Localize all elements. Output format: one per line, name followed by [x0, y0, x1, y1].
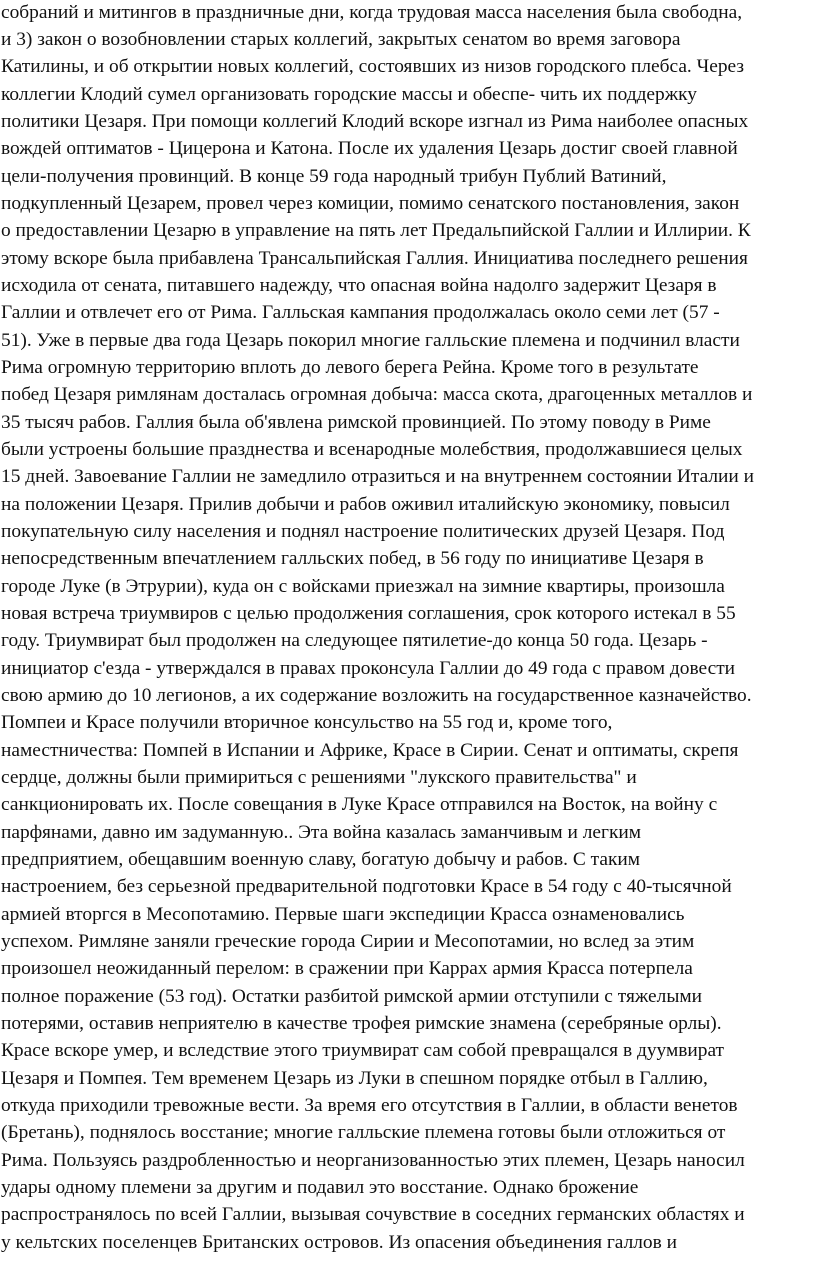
- text-line: исходила от сената, питавшего надежду, что опасная война надолго задержит Цезаря в: [1, 275, 717, 296]
- text-line: о предоставлении Цезарю в управление на пять лет Предальпийской Галлии и Иллирии. К: [1, 220, 751, 241]
- text-line: парфянами, давно им задуманную.. Эта война казалась заманчивым и легким: [1, 822, 642, 843]
- text-line: 15 дней. Завоевание Галлии не замедлило отразиться и на внутреннем состоянии Италии и: [1, 466, 755, 487]
- text-line: коллегии Клодий сумел организовать городские массы и обеспе- чить их поддержку: [1, 84, 697, 105]
- text-line: Красе вскоре умер, и вследствие этого триумвират сам собой превращался в дуумвират: [1, 1040, 725, 1061]
- text-line: санкционировать их. После совещания в Луке Красе отправился на Восток, на войну с: [1, 794, 718, 815]
- text-line: новая встреча триумвиров с целью продолжения соглашения, срок которого истекал в 55: [1, 603, 736, 624]
- text-line: собраний и митингов в праздничные дни, когда трудовая масса населения была свободна,: [1, 2, 743, 23]
- text-line: армией вторгся в Месопотамию. Первые шаги экспедиции Красса ознаменовались: [1, 904, 685, 925]
- text-line: Галлии и отвлечет его от Рима. Галльская кампания продолжалась около семи лет (57 -: [1, 302, 720, 323]
- text-line: Катилины, и об открытии новых коллегий, состоявших из низов городского плебса. Через: [1, 56, 745, 77]
- text-line: и 3) закон о возобновлении старых коллегий, закрытых сенатом во время заговора: [1, 29, 681, 50]
- text-line: политики Цезаря. При помощи коллегий Клодий вскоре изгнал из Рима наиболее опасных: [1, 111, 749, 132]
- text-line: успехом. Римляне заняли греческие города Сирии и Месопотамии, но вслед за этим: [1, 931, 695, 952]
- text-line: Рима огромную территорию вплоть до левого берега Рейна. Кроме того в результате: [1, 357, 699, 378]
- text-line: у кельтских поселенцев Британских островов. Из опасения объединения галлов и: [1, 1232, 678, 1253]
- text-line: цели-получения провинций. В конце 59 года народный трибун Публий Ватиний,: [1, 166, 667, 187]
- text-line: удары одному племени за другим и подавил это восстание. Однако брожение: [1, 1177, 639, 1198]
- text-line: 35 тысяч рабов. Галлия была об'явлена римской провинцией. По этому поводу в Риме: [1, 412, 711, 433]
- text-line: свою армию до 10 легионов, а их содержание возложить на государственное казначейство.: [1, 685, 752, 706]
- text-line: непосредственным впечатлением галльских побед, в 56 году по инициативе Цезаря в: [1, 548, 704, 569]
- text-line: настроением, без серьезной предварительной подготовки Красе в 54 году с 40-тысячной: [1, 876, 732, 897]
- text-line: Рима. Пользуясь раздробленностью и неорганизованностью этих племен, Цезарь наносил: [1, 1150, 745, 1171]
- text-line: предприятием, обещавшим военную славу, богатую добычу и рабов. С таким: [1, 849, 641, 870]
- text-line: были устроены большие празднества и всенародные молебствия, продолжавшиеся целых: [1, 439, 743, 460]
- text-line: Цезаря и Помпея. Тем временем Цезарь из Луки в спешном порядке отбыл в Галлию,: [1, 1068, 708, 1089]
- text-line: потерями, оставив неприятелю в качестве трофея римские знамена (серебряные орлы).: [1, 1013, 722, 1034]
- text-line: на положении Цезаря. Прилив добычи и рабов оживил италийскую экономику, повысил: [1, 494, 730, 515]
- text-line: вождей оптиматов - Цицерона и Катона. После их удаления Цезарь достиг своей главной: [1, 138, 738, 159]
- text-line: Помпеи и Красе получили вторичное консульство на 55 год и, кроме того,: [1, 712, 613, 733]
- text-line: произошел неожиданный перелом: в сражении при Каррах армия Красса потерпела: [1, 958, 693, 979]
- text-line: 51). Уже в первые два года Цезарь покорил многие галльские племена и подчинил власти: [1, 330, 740, 351]
- text-line: покупательную силу населения и поднял настроение политических друзей Цезаря. Под: [1, 521, 725, 542]
- text-line: побед Цезаря римлянам досталась огромная добыча: масса скота, драгоценных металлов и: [1, 384, 753, 405]
- text-line: этому вскоре была прибавлена Трансальпийская Галлия. Инициатива последнего решения: [1, 248, 748, 269]
- text-line: полное поражение (53 год). Остатки разбитой римской армии отступили с тяжелыми: [1, 986, 702, 1007]
- text-line: городе Луке (в Этрурии), куда он с войсками приезжал на зимние квартиры, произошла: [1, 576, 725, 597]
- text-line: наместничества: Помпей в Испании и Африке, Красе в Сирии. Сенат и оптиматы, скрепя: [1, 740, 739, 761]
- text-line: распространялось по всей Галлии, вызывая сочувствие в соседних германских областях и: [1, 1204, 745, 1225]
- text-line: году. Триумвират был продолжен на следующее пятилетие-до конца 50 года. Цезарь -: [1, 630, 708, 651]
- text-line: сердце, должны были примириться с решениями "лукского правительства" и: [1, 767, 637, 788]
- text-line: (Бретань), поднялось восстание; многие галльские племена готовы были отложиться от: [1, 1122, 726, 1143]
- text-line: откуда приходили тревожные вести. За время его отсутствия в Галлии, в области венетов: [1, 1095, 738, 1116]
- text-line: подкупленный Цезарем, провел через комиции, помимо сенатского постановления, закон: [1, 193, 740, 214]
- text-line: инициатор с'езда - утверждался в правах проконсула Галлии до 49 года с правом довести: [1, 658, 736, 679]
